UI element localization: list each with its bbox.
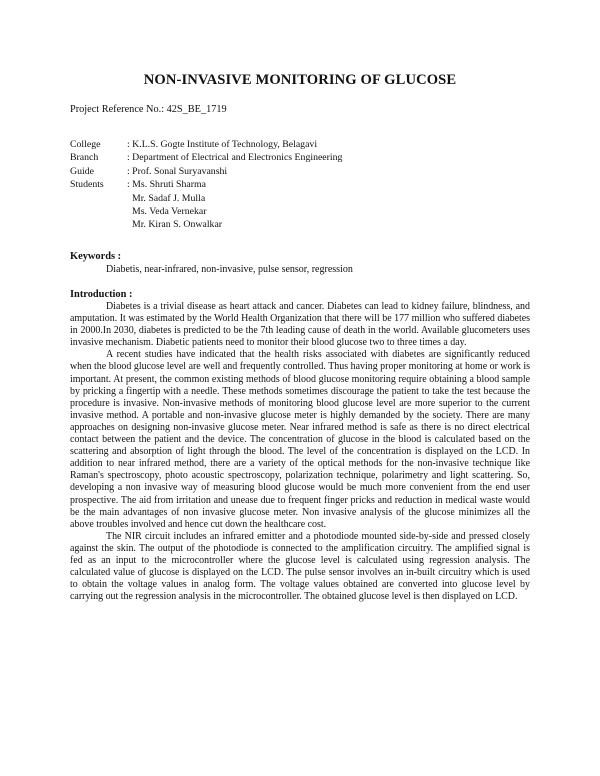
keywords-heading: Keywords : — [70, 251, 122, 262]
project-reference: Project Reference No.: 42S_BE_1719 — [70, 104, 227, 115]
guide-label: Guide — [70, 165, 94, 177]
introduction-paragraph: Diabetes is a trivial disease as heart attack and cancer. Diabetes can lead to kidney failure, blindness, and amputation. It was estimated by the World Health Organization that there will be 177 million who suffered diabetes in 2000.In 2030, diabetes is predicted to be the 7th leading cause of death in the world. Available glucometers uses invasive mechanism. Diabetic patients need to monitor their blood glucose two to three times a day. — [70, 301, 530, 349]
college-label: College — [70, 139, 101, 150]
branch-label: Branch — [70, 152, 99, 164]
project-details — [70, 138, 342, 232]
student-name: Mr. Kiran S. Onwalkar — [132, 219, 223, 231]
introduction-paragraph: A recent studies have indicated that the health risks associated with diabetes are significantly reduced when the blood glucose level are well and frequently controlled. Thus having proper monitoring at home or work is important. At present, the common existing methods of blood glucose monitoring require obtaining a blood sample by pricking a fingertip with a needle. These methods sometimes discourage the patient to take the test because the procedure is invasive. Non-invasive methods of monitoring blood glucose level are more superior to the current invasive method. A portable and non-invasive glucose meter is highly demanded by the society. There are many approaches on designing non-invasive glucose meter. Near infrared method is safe as there is no direct electrical contact between the patient and the device. The concentration of glucose in the blood is calculated based on the scattering and absorption of light through the blood. The level of the concentration is displayed on the LCD. In addition to near infrared method, there are a variety of the optical methods for the non-invasive technique like Raman's spectroscopy, photo acoustic spectroscopy, polarization technique, polarimetry and light scattering. So, developing a non invasive way of measuring blood glucose would be much more convenient from the end user prospective. The aid from irritation and unease due to frequent finger pricks and reduction in medical waste would be the main advantages of non invasive glucose meter. Non invasive analysis of the glucose minimizes all the above troubles involved and hence cut down the healthcare cost. — [70, 349, 530, 530]
students-row — [70, 178, 342, 232]
keywords-text: Diabetis, near-infrared, non-invasive, pulse sensor, regression — [106, 264, 353, 275]
students-list — [127, 178, 342, 232]
introduction-paragraph: The NIR circuit includes an infrared emitter and a photodiode mounted side-by-side and pressed closely against the skin. The output of the photodiode is connected to the amplification circuitry. The amplified signal is fed as an input to the microcontroller where the glucose level is calculated using regression analysis. The calculated value of glucose is displayed on the LCD. The pulse sensor involves an in-built circuitry which is used to obtain the voltage values in analog form. The voltage values obtained are converted into glucose level by carrying out the regression analysis in the microcontroller. The obtained glucose level is then displayed on LCD. — [70, 530, 530, 603]
branch-row — [70, 151, 342, 164]
student-name: Mr. Sadaf J. Mulla — [132, 192, 206, 204]
branch-value: : Department of Electrical and Electronics Engineering — [127, 152, 343, 164]
student-name: : Ms. Shruti Sharma — [127, 179, 206, 191]
student-name: Ms. Veda Vernekar — [132, 206, 207, 218]
introduction-body — [70, 301, 530, 603]
guide-row — [70, 165, 342, 178]
students-label: Students — [70, 179, 104, 191]
college-value: : K.L.S. Gogte Institute of Technology, Belagavi — [127, 139, 318, 150]
document-title: NON-INVASIVE MONITORING OF GLUCOSE — [143, 72, 457, 88]
introduction-heading: Introduction : — [70, 289, 133, 300]
guide-value: : Prof. Sonal Suryavanshi — [127, 165, 228, 177]
college-row — [70, 138, 342, 151]
